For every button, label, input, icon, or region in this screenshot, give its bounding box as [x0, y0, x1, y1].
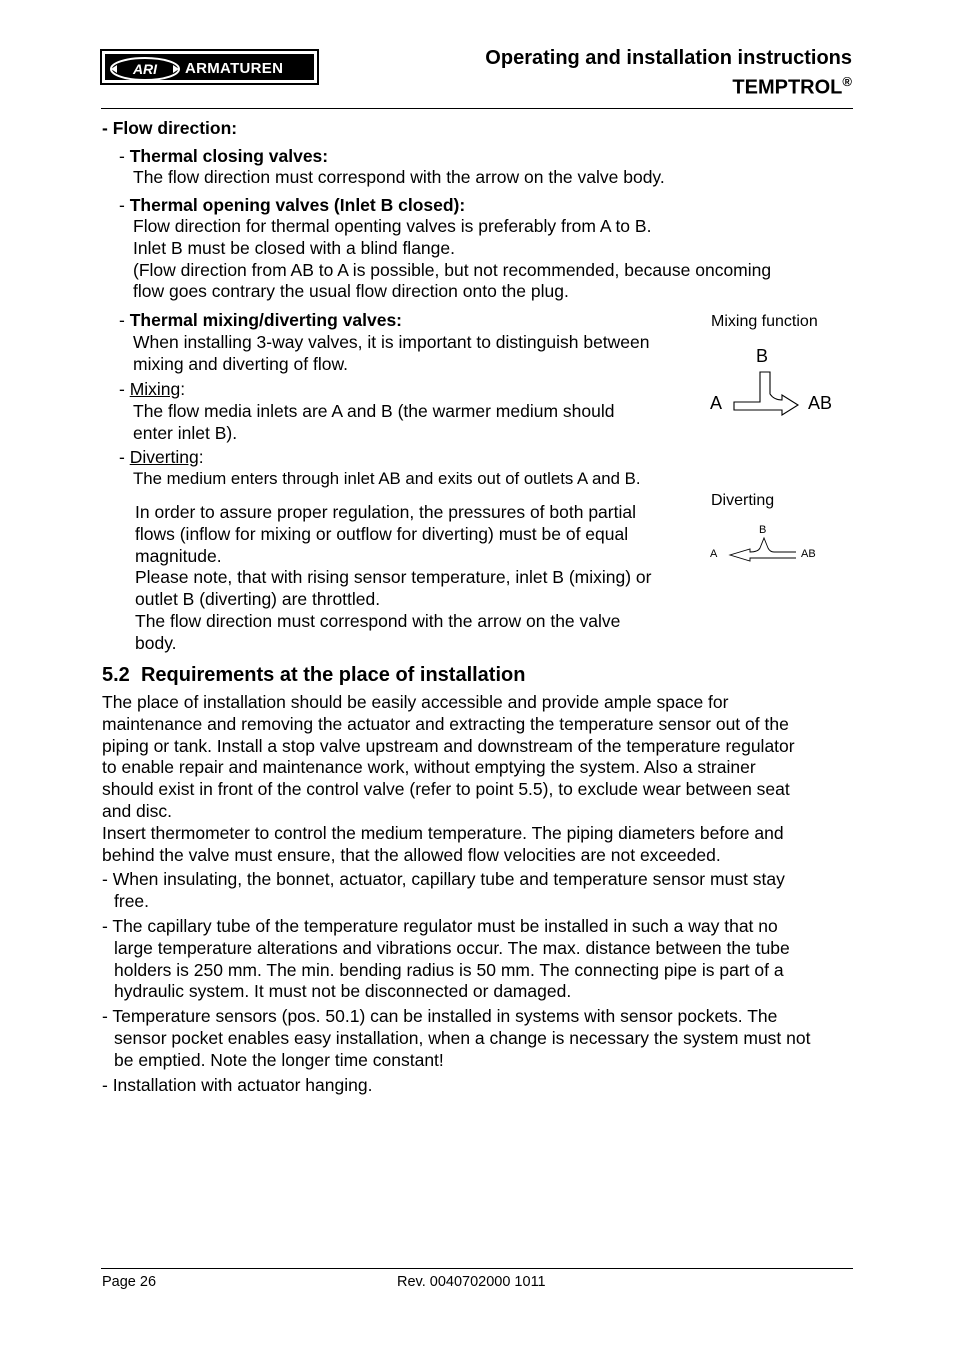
mixing-figure-caption: Mixing function [711, 313, 818, 330]
text-line: Insert thermometer to control the medium temperature. The piping diameters before and [102, 823, 784, 843]
text-line: body. [135, 632, 177, 653]
section-heading [102, 662, 525, 688]
mixing-diverting-label: Thermal mixing/diverting valves: [129, 310, 403, 330]
bullet-item [102, 1006, 811, 1071]
text-line: - When insulating, the bonnet, actuator, capillary tube and temperature sensor must stay [102, 869, 785, 889]
bullet-item [102, 1075, 372, 1097]
mixing-arrow-icon [734, 372, 798, 415]
bullet-item [102, 916, 790, 1003]
text-line: The flow media inlets are A and B (the warmer medium should [133, 401, 615, 421]
section-paragraph-1 [102, 692, 795, 823]
closing-valves-text [133, 166, 665, 188]
text-line: behind the valve must ensure, that the allowed flow velocities are not exceeded. [102, 844, 721, 865]
text-line: free. [114, 890, 150, 911]
diverting-label-ab: AB [801, 548, 816, 560]
text-line: In order to assure proper regulation, the pressures of both partial [135, 502, 636, 522]
text-line: sensor pocket enables easy installation, when a change is necessary the system must not [114, 1027, 811, 1048]
text-line: should exist in front of the control valve (refer to point 5.5), to exclude wear between seat [102, 779, 790, 800]
flow-direction-heading: - Flow direction: [102, 118, 238, 138]
bullet-dash: - [119, 310, 130, 330]
mixing-diverting-text [133, 331, 650, 375]
logo-badge-text: ARI [132, 61, 158, 77]
text-line: The place of installation should be easily accessible and provide ample space for [102, 692, 729, 712]
text-line: - Installation with actuator hanging. [102, 1075, 373, 1095]
opening-valves-item [119, 194, 465, 216]
title-line1: Operating and installation instructions [485, 47, 852, 69]
mixing-diverting-item [119, 309, 402, 331]
text-line: When installing 3-way valves, it is important to distinguish between [133, 332, 650, 352]
revision-number: Rev. 0040702000 1011 [397, 1274, 546, 1290]
bullet-dash: - [119, 447, 130, 467]
diverting-arrow-icon [730, 538, 796, 561]
text-line: The flow direction must correspond with the arrow on the valve body. [133, 167, 665, 187]
mixing-text [133, 400, 614, 444]
mixing-label: Mixing [129, 379, 181, 399]
text-line: and disc. [102, 800, 173, 821]
text-line: hydraulic system. It must not be disconnected or damaged. [114, 981, 572, 1002]
diverting-item [119, 446, 204, 468]
header-rule [101, 108, 853, 109]
text-line: holders is 250 mm. The min. bending radius is 50 mm. The connecting pipe is part of a [114, 959, 784, 980]
document-title [485, 46, 852, 100]
diverting-diagram [704, 522, 844, 566]
diverting-text [133, 468, 640, 490]
product-name: TEMPTROL [732, 76, 843, 99]
section-title: Requirements at the place of installation [140, 664, 526, 686]
section-paragraph-2 [102, 823, 784, 867]
pressure-note [135, 502, 651, 655]
text-line: Please note, that with rising sensor temperature, inlet B (mixing) or [135, 567, 652, 588]
footer-rule [101, 1268, 853, 1269]
text-line: mixing and diverting of flow. [133, 354, 348, 374]
ari-logo [100, 49, 319, 85]
text-line: piping or tank. Install a stop valve upstream and downstream of the temperature regulator [102, 735, 795, 756]
text-line: be emptied. Note the longer time constant! [114, 1049, 444, 1070]
title-line2 [485, 70, 852, 100]
text-line: The flow direction must correspond with the arrow on the valve [135, 610, 621, 631]
section-number: 5.2 [102, 664, 130, 686]
bullet-item [102, 869, 785, 913]
bullet-dash: - [119, 195, 130, 215]
text-line: enter inlet B). [133, 423, 238, 443]
text-line: magnitude. [135, 545, 222, 566]
colon: : [198, 447, 204, 467]
text-line: maintenance and removing the actuator and extracting the temperature sensor out of the [102, 713, 789, 734]
diverting-label: Diverting [129, 447, 199, 467]
text-line: outlet B (diverting) are throttled. [135, 589, 381, 610]
colon: : [180, 379, 186, 399]
opening-valves-text [133, 216, 771, 303]
page-number: Page 26 [102, 1274, 157, 1290]
mixing-item [119, 378, 185, 400]
text-line: large temperature alterations and vibrations occur. The max. distance between the tube [114, 937, 790, 958]
ari-badge-icon [107, 56, 187, 82]
text-line: - Temperature sensors (pos. 50.1) can be installed in systems with sensor pockets. The [102, 1006, 778, 1026]
text-line: (Flow direction from AB to A is possible, but not recommended, because oncoming [133, 259, 772, 280]
bullet-dash: - [119, 146, 130, 166]
diverting-figure-caption: Diverting [711, 492, 775, 509]
diverting-label-a: A [710, 548, 718, 560]
diverting-label-b: B [759, 524, 767, 536]
diverting-flow-diagram [704, 522, 844, 566]
mixing-label-ab: AB [808, 393, 833, 413]
text-line: - The capillary tube of the temperature regulator must be installed in such a way that no [102, 916, 778, 936]
text-line: flows (inflow for mixing or outflow for diverting) must be of equal [135, 523, 629, 544]
opening-valves-label: Thermal opening valves (Inlet B closed): [129, 195, 466, 215]
closing-valves-item [119, 145, 328, 167]
text-line: Flow direction for thermal openting valves is preferably from A to B. [133, 216, 652, 236]
closing-valves-label: Thermal closing valves: [129, 146, 329, 166]
text-line: flow goes contrary the usual flow direction onto the plug. [133, 281, 569, 302]
mixing-diagram [704, 344, 844, 424]
registered-mark: ® [842, 74, 852, 89]
mixing-label-a: A [710, 393, 723, 413]
text-line: The medium enters through inlet AB and exits out of outlets A and B. [133, 469, 641, 488]
text-line: Inlet B must be closed with a blind flange. [133, 237, 455, 258]
bullet-dash: - [119, 379, 130, 399]
text-line: to enable repair and maintenance work, without emptying the system. Also a strainer [102, 757, 756, 778]
mixing-label-b: B [756, 346, 769, 366]
logo-text: ARMATUREN [185, 60, 284, 77]
